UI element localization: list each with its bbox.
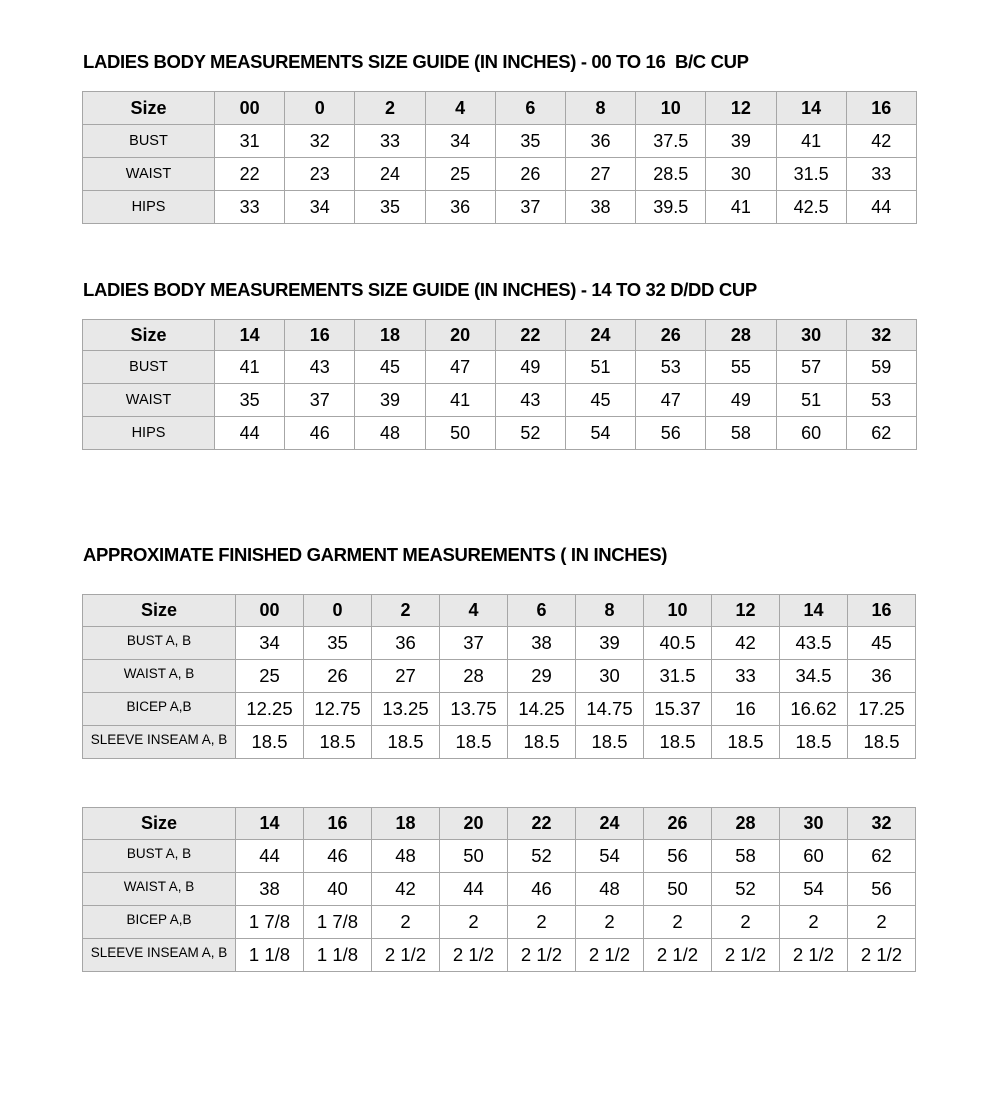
measurement-label-text: BICEP A,B xyxy=(126,698,192,714)
measurement-row xyxy=(83,158,917,191)
measurement-value: 55 xyxy=(706,351,776,384)
size-header-cell: 2 xyxy=(355,92,425,125)
measurement-value: 45 xyxy=(848,627,916,660)
size-header-cell: 00 xyxy=(236,595,304,627)
measurement-value: 18.5 xyxy=(440,726,508,759)
measurement-label-text: BUST A, B xyxy=(126,845,192,861)
body-size-table-bc-cup xyxy=(82,91,917,224)
size-header-cell: 18 xyxy=(355,320,425,351)
measurement-value: 22 xyxy=(215,158,285,191)
size-header-cell: 12 xyxy=(706,92,776,125)
header-row xyxy=(83,595,916,627)
measurement-value: 47 xyxy=(425,351,495,384)
measurement-label-text: SLEEVE INSEAM A, B xyxy=(90,944,228,960)
size-header-cell: 14 xyxy=(780,595,848,627)
measurement-value: 54 xyxy=(576,840,644,873)
size-header-cell: 14 xyxy=(236,808,304,840)
measurement-value: 37 xyxy=(285,384,355,417)
size-header-cell: 2 xyxy=(372,595,440,627)
measurement-label-text: SLEEVE INSEAM A, B xyxy=(90,731,228,747)
measurement-value: 38 xyxy=(508,627,576,660)
measurement-value: 36 xyxy=(425,191,495,224)
measurement-value: 35 xyxy=(495,125,565,158)
measurement-value: 46 xyxy=(304,840,372,873)
size-header-cell: 10 xyxy=(644,595,712,627)
measurement-value: 54 xyxy=(780,873,848,906)
measurement-value: 40.5 xyxy=(644,627,712,660)
measurement-value: 2 1/2 xyxy=(848,939,916,972)
measurement-value: 27 xyxy=(565,158,635,191)
measurement-value: 18.5 xyxy=(848,726,916,759)
size-header-cell: 30 xyxy=(776,320,846,351)
measurement-value: 59 xyxy=(846,351,916,384)
size-header-cell: 18 xyxy=(372,808,440,840)
measurement-value: 45 xyxy=(565,384,635,417)
measurement-value: 49 xyxy=(495,351,565,384)
measurement-value: 15.37 xyxy=(644,693,712,726)
measurement-value: 50 xyxy=(440,840,508,873)
measurement-value: 62 xyxy=(846,417,916,450)
measurement-value: 50 xyxy=(425,417,495,450)
measurement-value: 23 xyxy=(285,158,355,191)
measurement-value: 31.5 xyxy=(644,660,712,693)
measurement-value: 2 1/2 xyxy=(712,939,780,972)
measurement-value: 43 xyxy=(495,384,565,417)
measurement-value: 26 xyxy=(495,158,565,191)
measurement-value: 37.5 xyxy=(636,125,706,158)
measurement-value: 57 xyxy=(776,351,846,384)
measurement-value: 24 xyxy=(355,158,425,191)
size-header-cell: 6 xyxy=(495,92,565,125)
measurement-value: 53 xyxy=(846,384,916,417)
measurement-value: 17.25 xyxy=(848,693,916,726)
measurement-value: 35 xyxy=(304,627,372,660)
measurement-row xyxy=(83,351,917,384)
measurement-value: 51 xyxy=(565,351,635,384)
measurement-row xyxy=(83,873,916,906)
measurement-value: 33 xyxy=(215,191,285,224)
measurement-value: 56 xyxy=(848,873,916,906)
size-header-cell: 14 xyxy=(215,320,285,351)
measurement-label xyxy=(83,627,236,660)
measurement-value: 26 xyxy=(304,660,372,693)
measurement-value: 37 xyxy=(440,627,508,660)
size-header-cell: 6 xyxy=(508,595,576,627)
measurement-value: 30 xyxy=(706,158,776,191)
measurement-value: 52 xyxy=(508,840,576,873)
measurement-row xyxy=(83,693,916,726)
measurement-value: 39 xyxy=(576,627,644,660)
measurement-value: 2 xyxy=(780,906,848,939)
measurement-value: 18.5 xyxy=(712,726,780,759)
measurement-value: 52 xyxy=(712,873,780,906)
measurement-value: 2 xyxy=(372,906,440,939)
measurement-value: 33 xyxy=(355,125,425,158)
measurement-label xyxy=(83,873,236,906)
measurement-value: 1 7/8 xyxy=(236,906,304,939)
measurement-value: 44 xyxy=(236,840,304,873)
size-header-cell: 12 xyxy=(712,595,780,627)
measurement-value: 60 xyxy=(780,840,848,873)
size-header-label: Size xyxy=(83,320,215,351)
size-header-cell: 4 xyxy=(425,92,495,125)
measurement-value: 41 xyxy=(776,125,846,158)
measurement-value: 48 xyxy=(372,840,440,873)
measurement-value: 14.25 xyxy=(508,693,576,726)
measurement-value: 39 xyxy=(355,384,425,417)
section-title-garment-measurements: APPROXIMATE FINISHED GARMENT MEASUREMENTS ( IN INCHES) xyxy=(83,544,668,565)
size-header-cell: 0 xyxy=(304,595,372,627)
measurement-value: 28.5 xyxy=(636,158,706,191)
measurement-row xyxy=(83,125,917,158)
measurement-value: 41 xyxy=(706,191,776,224)
measurement-value: 44 xyxy=(440,873,508,906)
measurement-row xyxy=(83,726,916,759)
measurement-value: 60 xyxy=(776,417,846,450)
measurement-value: 48 xyxy=(576,873,644,906)
measurement-value: 41 xyxy=(215,351,285,384)
size-header-label: Size xyxy=(83,808,236,840)
size-header-cell: 20 xyxy=(425,320,495,351)
measurement-value: 53 xyxy=(636,351,706,384)
measurement-value: 50 xyxy=(644,873,712,906)
measurement-value: 13.75 xyxy=(440,693,508,726)
size-header-cell: 16 xyxy=(846,92,916,125)
measurement-value: 47 xyxy=(636,384,706,417)
measurement-value: 33 xyxy=(712,660,780,693)
section-title-body-d-dd-cup: LADIES BODY MEASUREMENTS SIZE GUIDE (IN INCHES) - 14 TO 32 D/DD CUP xyxy=(83,279,757,300)
measurement-value: 40 xyxy=(304,873,372,906)
measurement-row xyxy=(83,660,916,693)
size-header-cell: 8 xyxy=(565,92,635,125)
measurement-row xyxy=(83,417,917,450)
measurement-value: 2 xyxy=(644,906,712,939)
measurement-value: 39.5 xyxy=(636,191,706,224)
measurement-value: 46 xyxy=(508,873,576,906)
measurement-value: 51 xyxy=(776,384,846,417)
measurement-value: 35 xyxy=(215,384,285,417)
measurement-value: 18.5 xyxy=(304,726,372,759)
measurement-value: 38 xyxy=(565,191,635,224)
measurement-value: 18.5 xyxy=(372,726,440,759)
measurement-value: 1 1/8 xyxy=(236,939,304,972)
measurement-value: 2 1/2 xyxy=(644,939,712,972)
measurement-value: 44 xyxy=(215,417,285,450)
size-header-label: Size xyxy=(83,92,215,125)
measurement-value: 37 xyxy=(495,191,565,224)
measurement-value: 16 xyxy=(712,693,780,726)
size-header-cell: 28 xyxy=(712,808,780,840)
measurement-value: 31.5 xyxy=(776,158,846,191)
measurement-row xyxy=(83,939,916,972)
measurement-value: 56 xyxy=(636,417,706,450)
measurement-value: 46 xyxy=(285,417,355,450)
measurement-value: 34.5 xyxy=(780,660,848,693)
measurement-value: 36 xyxy=(372,627,440,660)
measurement-label: BUST xyxy=(83,351,215,384)
measurement-value: 2 1/2 xyxy=(372,939,440,972)
measurement-value: 44 xyxy=(846,191,916,224)
measurement-value: 35 xyxy=(355,191,425,224)
measurement-value: 38 xyxy=(236,873,304,906)
size-header-cell: 0 xyxy=(285,92,355,125)
measurement-value: 1 7/8 xyxy=(304,906,372,939)
measurement-value: 49 xyxy=(706,384,776,417)
measurement-value: 54 xyxy=(565,417,635,450)
measurement-value: 2 1/2 xyxy=(780,939,848,972)
garment-size-table-00-16 xyxy=(82,594,916,759)
size-header-cell: 16 xyxy=(304,808,372,840)
measurement-value: 34 xyxy=(425,125,495,158)
measurement-value: 27 xyxy=(372,660,440,693)
size-header-cell: 26 xyxy=(644,808,712,840)
measurement-value: 2 xyxy=(508,906,576,939)
measurement-label-text: BICEP A,B xyxy=(126,911,192,927)
section-title-body-bc-cup: LADIES BODY MEASUREMENTS SIZE GUIDE (IN INCHES) - 00 TO 16 B/C CUP xyxy=(83,51,749,72)
measurement-value: 18.5 xyxy=(236,726,304,759)
measurement-label-text: WAIST A, B xyxy=(123,665,195,681)
measurement-value: 2 xyxy=(440,906,508,939)
measurement-value: 48 xyxy=(355,417,425,450)
size-header-cell: 22 xyxy=(495,320,565,351)
measurement-value: 39 xyxy=(706,125,776,158)
measurement-row xyxy=(83,384,917,417)
measurement-value: 12.25 xyxy=(236,693,304,726)
size-header-cell: 24 xyxy=(565,320,635,351)
measurement-value: 2 1/2 xyxy=(508,939,576,972)
measurement-value: 62 xyxy=(848,840,916,873)
size-header-cell: 14 xyxy=(776,92,846,125)
garment-size-table-14-32 xyxy=(82,807,916,972)
measurement-value: 32 xyxy=(285,125,355,158)
measurement-value: 18.5 xyxy=(780,726,848,759)
measurement-value: 56 xyxy=(644,840,712,873)
measurement-value: 42 xyxy=(846,125,916,158)
size-header-cell: 4 xyxy=(440,595,508,627)
size-header-cell: 16 xyxy=(285,320,355,351)
measurement-value: 58 xyxy=(706,417,776,450)
measurement-value: 14.75 xyxy=(576,693,644,726)
measurement-value: 2 xyxy=(712,906,780,939)
size-header-cell: 30 xyxy=(780,808,848,840)
measurement-value: 58 xyxy=(712,840,780,873)
size-header-cell: 00 xyxy=(215,92,285,125)
measurement-value: 18.5 xyxy=(576,726,644,759)
measurement-value: 2 1/2 xyxy=(440,939,508,972)
size-header-cell: 20 xyxy=(440,808,508,840)
measurement-value: 25 xyxy=(236,660,304,693)
header-row xyxy=(83,92,917,125)
measurement-value: 1 1/8 xyxy=(304,939,372,972)
measurement-value: 34 xyxy=(285,191,355,224)
size-header-cell: 10 xyxy=(636,92,706,125)
measurement-label xyxy=(83,726,236,759)
measurement-value: 42.5 xyxy=(776,191,846,224)
header-row xyxy=(83,320,917,351)
measurement-value: 43 xyxy=(285,351,355,384)
size-header-cell: 24 xyxy=(576,808,644,840)
measurement-value: 13.25 xyxy=(372,693,440,726)
measurement-value: 18.5 xyxy=(644,726,712,759)
measurement-value: 12.75 xyxy=(304,693,372,726)
measurement-value: 34 xyxy=(236,627,304,660)
measurement-value: 18.5 xyxy=(508,726,576,759)
measurement-value: 25 xyxy=(425,158,495,191)
size-header-cell: 26 xyxy=(636,320,706,351)
body-size-table-d-dd-cup xyxy=(82,319,917,450)
measurement-value: 42 xyxy=(372,873,440,906)
measurement-row xyxy=(83,627,916,660)
measurement-label: HIPS xyxy=(83,191,215,224)
size-header-cell: 28 xyxy=(706,320,776,351)
measurement-row xyxy=(83,840,916,873)
size-header-cell: 22 xyxy=(508,808,576,840)
measurement-row xyxy=(83,906,916,939)
measurement-value: 36 xyxy=(565,125,635,158)
measurement-label: WAIST xyxy=(83,384,215,417)
measurement-value: 31 xyxy=(215,125,285,158)
measurement-label-text: WAIST A, B xyxy=(123,878,195,894)
measurement-label: BUST xyxy=(83,125,215,158)
measurement-value: 28 xyxy=(440,660,508,693)
measurement-label: WAIST xyxy=(83,158,215,191)
measurement-value: 36 xyxy=(848,660,916,693)
measurement-value: 42 xyxy=(712,627,780,660)
measurement-value: 2 xyxy=(576,906,644,939)
measurement-label xyxy=(83,906,236,939)
measurement-value: 2 1/2 xyxy=(576,939,644,972)
measurement-value: 2 xyxy=(848,906,916,939)
measurement-value: 52 xyxy=(495,417,565,450)
measurement-value: 43.5 xyxy=(780,627,848,660)
measurement-value: 29 xyxy=(508,660,576,693)
measurement-label xyxy=(83,660,236,693)
size-header-label: Size xyxy=(83,595,236,627)
measurement-label: HIPS xyxy=(83,417,215,450)
measurement-label xyxy=(83,939,236,972)
header-row xyxy=(83,808,916,840)
measurement-row xyxy=(83,191,917,224)
size-header-cell: 8 xyxy=(576,595,644,627)
size-header-cell: 16 xyxy=(848,595,916,627)
measurement-value: 33 xyxy=(846,158,916,191)
size-header-cell: 32 xyxy=(846,320,916,351)
measurement-label xyxy=(83,693,236,726)
measurement-value: 45 xyxy=(355,351,425,384)
measurement-label-text: BUST A, B xyxy=(126,632,192,648)
measurement-value: 41 xyxy=(425,384,495,417)
measurement-label xyxy=(83,840,236,873)
measurement-value: 16.62 xyxy=(780,693,848,726)
size-header-cell: 32 xyxy=(848,808,916,840)
measurement-value: 30 xyxy=(576,660,644,693)
